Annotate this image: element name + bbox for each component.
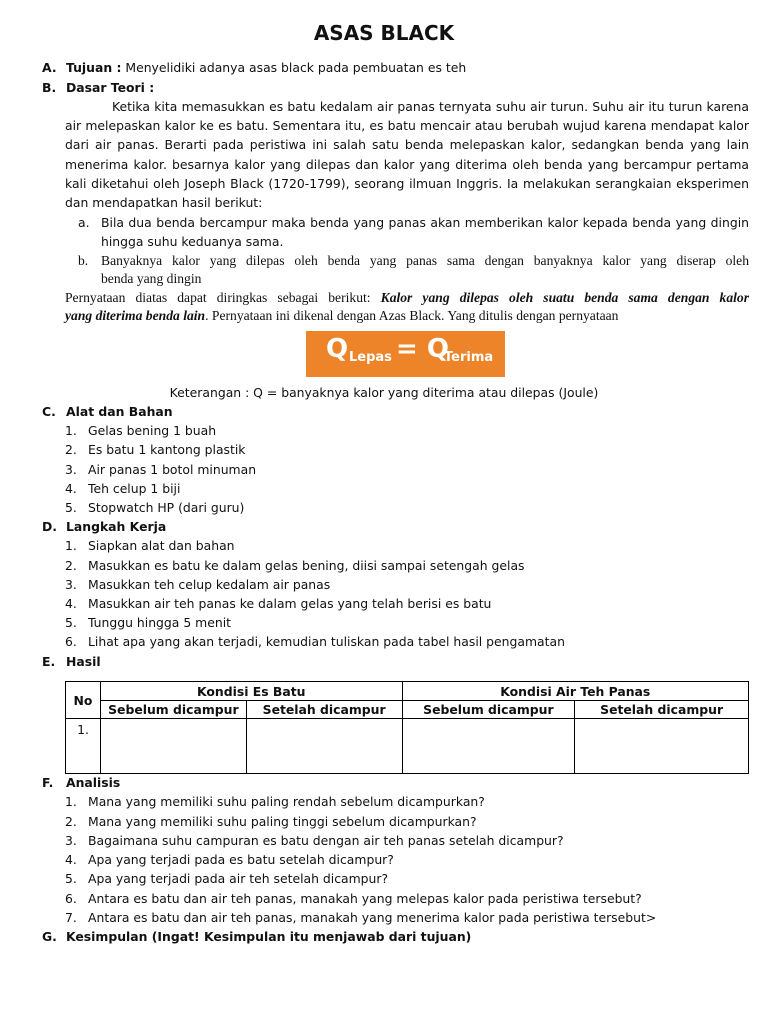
list-item: 3. Air panas 1 botol minuman: [65, 462, 257, 477]
list-item: 1. Gelas bening 1 buah: [65, 423, 217, 438]
theory-point-marker: b.: [78, 253, 89, 268]
table-subheader: Setelah dicampur: [575, 701, 749, 719]
summary-line-1: [65, 288, 749, 307]
summary-intro: Pernyataan diatas dapat diringkas sebagai berikut:: [65, 290, 381, 305]
table-row-number: 1.: [66, 719, 101, 774]
page-title: ASAS BLACK: [313, 21, 455, 45]
section-letter: B.: [42, 80, 57, 95]
theory-line: Ketika kita memasukkan es batu kedalam air panas ternyata suhu air turun. Suhu air itu turun karena: [112, 99, 749, 114]
section-label: Langkah Kerja: [66, 519, 167, 534]
table-subheader: Setelah dicampur: [246, 701, 402, 719]
section-letter: A.: [42, 60, 57, 75]
theory-line: menerima kalor. besarnya kalor yang dilepas dan kalor yang diterima oleh benda yang bercampur pertama: [65, 157, 749, 172]
theory-point-line: hingga suhu keduanya sama.: [101, 234, 284, 249]
table-header-air-teh: Kondisi Air Teh Panas: [402, 682, 748, 701]
formula-equals-q: = Q: [396, 334, 449, 364]
theory-line: air melepaskan kalor ke es batu. Sementara itu, es batu mencair atau berubah wujud karena mendapat kalor: [65, 118, 749, 133]
table-cell-empty[interactable]: [575, 719, 749, 774]
section-label: Tujuan :: [66, 60, 122, 75]
summary-end: . Pernyataan ini dikenal dengan Azas Black. Yang ditulis dengan pernyataan: [205, 308, 619, 323]
theory-point-line: benda yang dingin: [101, 271, 202, 286]
table-cell-empty[interactable]: [246, 719, 402, 774]
observation-table: [65, 681, 749, 774]
table-cell-empty[interactable]: [100, 719, 246, 774]
theory-line: dan mendapatkan hasil berikut:: [65, 195, 263, 210]
asas-black-formula: [306, 331, 505, 377]
section-label: Analisis: [66, 775, 121, 790]
formula-sub-terima: Terima: [444, 350, 494, 365]
section-label: Alat dan Bahan: [66, 404, 173, 419]
summary-bold-2: yang diterima benda lain: [65, 308, 206, 323]
list-item: 3. Masukkan teh celup kedalam air panas: [65, 577, 331, 592]
section-letter: G.: [42, 929, 57, 944]
table-header-es-batu: Kondisi Es Batu: [100, 682, 402, 701]
section-letter: C.: [42, 404, 56, 419]
section-kesimpulan: [42, 927, 471, 946]
list-item: 7. Antara es batu dan air teh panas, manakah yang menerima kalor pada peristiwa tersebut>: [65, 910, 657, 925]
section-letter: F.: [42, 775, 54, 790]
theory-point-line: Banyaknya kalor yang dilepas oleh benda yang panas sama dengan banyaknya kalor yang diserap oleh: [101, 253, 749, 268]
list-item: 6. Antara es batu dan air teh panas, manakah yang melepas kalor pada peristiwa tersebut?: [65, 891, 642, 906]
section-label: Kesimpulan (Ingat! Kesimpulan itu menjawab dari tujuan): [66, 929, 472, 944]
table-header-no: No: [66, 682, 101, 719]
tujuan-text: Menyelidiki adanya asas black pada pembuatan es teh: [121, 60, 467, 75]
table-subheader: Sebelum dicampur: [100, 701, 246, 719]
section-label: Dasar Teori :: [66, 80, 155, 95]
section-hasil: [42, 652, 101, 671]
list-item: 4. Teh celup 1 biji: [65, 481, 181, 496]
list-item: 6. Lihat apa yang akan terjadi, kemudian tuliskan pada tabel hasil pengamatan: [65, 634, 565, 649]
table-subheader: Sebelum dicampur: [402, 701, 575, 719]
list-item: 2. Mana yang memiliki suhu paling tinggi sebelum dicampurkan?: [65, 814, 477, 829]
formula-q-lepas: Q: [326, 334, 349, 364]
section-letter: D.: [42, 519, 57, 534]
list-item: 5. Apa yang terjadi pada air teh setelah dicampur?: [65, 871, 389, 886]
theory-point-marker: a.: [78, 215, 90, 230]
list-item: 1. Mana yang memiliki suhu paling rendah sebelum dicampurkan?: [65, 794, 485, 809]
list-item: 2. Es batu 1 kantong plastik: [65, 442, 246, 457]
formula-sub-lepas: Lepas: [349, 350, 392, 365]
theory-line: dari air panas. Berarti pada peristiwa ini salah satu benda melepaskan kalor, sedangkan benda yang lain: [65, 137, 749, 152]
section-analisis: [42, 773, 120, 792]
section-label: Hasil: [66, 654, 101, 669]
section-dasar-teori: [42, 78, 154, 97]
list-item: 3. Bagaimana suhu campuran es batu dengan air teh panas setelah dicampur?: [65, 833, 564, 848]
list-item: 2. Masukkan es batu ke dalam gelas bening, diisi sampai setengah gelas: [65, 558, 525, 573]
theory-line: kali diketahui oleh Joseph Black (1720-1799), seorang ilmuan Inggris. Ia melakukan serangkaian eksperimen: [65, 176, 749, 191]
list-item: 4. Masukkan air teh panas ke dalam gelas yang telah berisi es batu: [65, 596, 492, 611]
section-alat-bahan: [42, 402, 173, 421]
section-langkah-kerja: [42, 517, 166, 536]
list-item: 4. Apa yang terjadi pada es batu setelah dicampur?: [65, 852, 394, 867]
section-letter: E.: [42, 654, 56, 669]
summary-bold-1: Kalor yang dilepas oleh suatu benda sama dengan kalor: [380, 290, 750, 305]
list-item: 1. Siapkan alat dan bahan: [65, 538, 235, 553]
formula-keterangan: Keterangan : Q = banyaknya kalor yang diterima atau dilepas (Joule): [169, 385, 599, 400]
table-cell-empty[interactable]: [402, 719, 575, 774]
summary-line-2: [65, 306, 749, 325]
theory-point-line: Bila dua benda bercampur maka benda yang panas akan memberikan kalor kepada benda yang dingin: [101, 215, 749, 230]
list-item: 5. Tunggu hingga 5 menit: [65, 615, 231, 630]
list-item: 5. Stopwatch HP (dari guru): [65, 500, 245, 515]
section-tujuan: [42, 58, 466, 77]
